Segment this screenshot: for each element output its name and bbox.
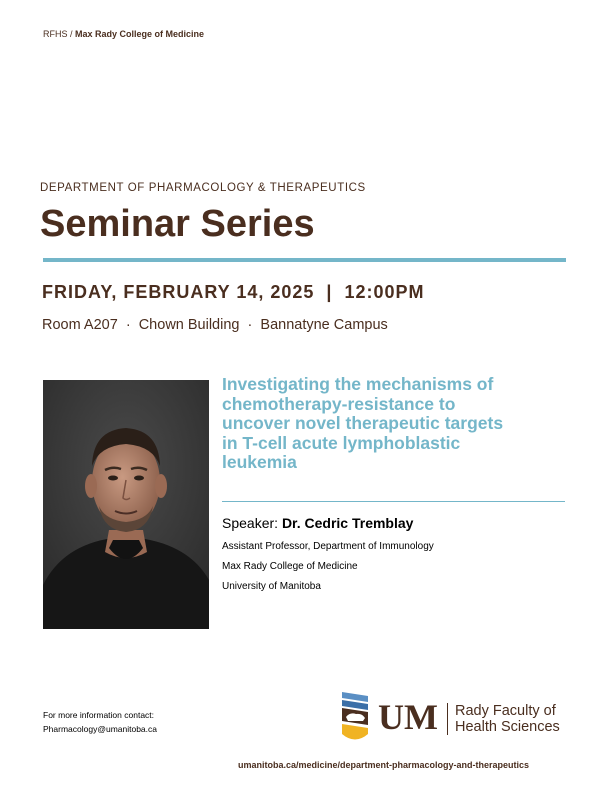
contact-info [43, 708, 157, 736]
event-location: Room A207 · Chown Building · Bannatyne Campus [42, 317, 388, 333]
contact-email[interactable]: Pharmacology@umanitoba.ca [43, 724, 157, 734]
talk-title-line: in T-cell acute lymphoblastic [222, 432, 461, 453]
talk-title [222, 375, 562, 473]
logo-line: Rady Faculty of [455, 703, 556, 719]
contact-label: For more information contact: [43, 710, 155, 720]
speaker-affiliation: University of Manitoba [222, 581, 321, 592]
speaker-affiliation: Assistant Professor, Department of Immunology [222, 541, 434, 552]
speaker-affiliation: Max Rady College of Medicine [222, 561, 358, 572]
speaker-portrait-illustration [43, 380, 209, 629]
talk-title-line: leukemia [222, 452, 297, 472]
breadcrumb-college: Max Rady College of Medicine [75, 29, 205, 39]
logo-line: Health Sciences [455, 719, 560, 735]
speaker-label: Speaker: [222, 515, 279, 531]
department-url[interactable]: umanitoba.ca/medicine/department-pharmacology-and-therapeutics [238, 760, 530, 770]
university-of-manitoba-bison-crest-icon [340, 690, 370, 745]
logo-divider [447, 703, 448, 735]
title-divider [43, 258, 566, 262]
talk-title-line: uncover novel therapeutic targets [222, 413, 504, 433]
page-title: Seminar Series [40, 203, 315, 245]
talk-divider [222, 501, 565, 502]
speaker-line [222, 515, 413, 531]
talk-title-line: chemotherapy-resistance to [222, 393, 456, 414]
department-name: DEPARTMENT OF PHARMACOLOGY & THERAPEUTICS [40, 182, 366, 194]
speaker-photo [43, 380, 209, 629]
breadcrumb-prefix: RFHS / [43, 29, 73, 39]
logo-wordmark: UM [378, 697, 438, 737]
logo-faculty-name [455, 703, 560, 735]
breadcrumb [43, 29, 204, 39]
talk-title-line: Investigating the mechanisms of [222, 374, 494, 394]
speaker-name: Dr. Cedric Tremblay [281, 515, 414, 531]
event-datetime: FRIDAY, FEBRUARY 14, 2025 | 12:00PM [42, 282, 425, 302]
